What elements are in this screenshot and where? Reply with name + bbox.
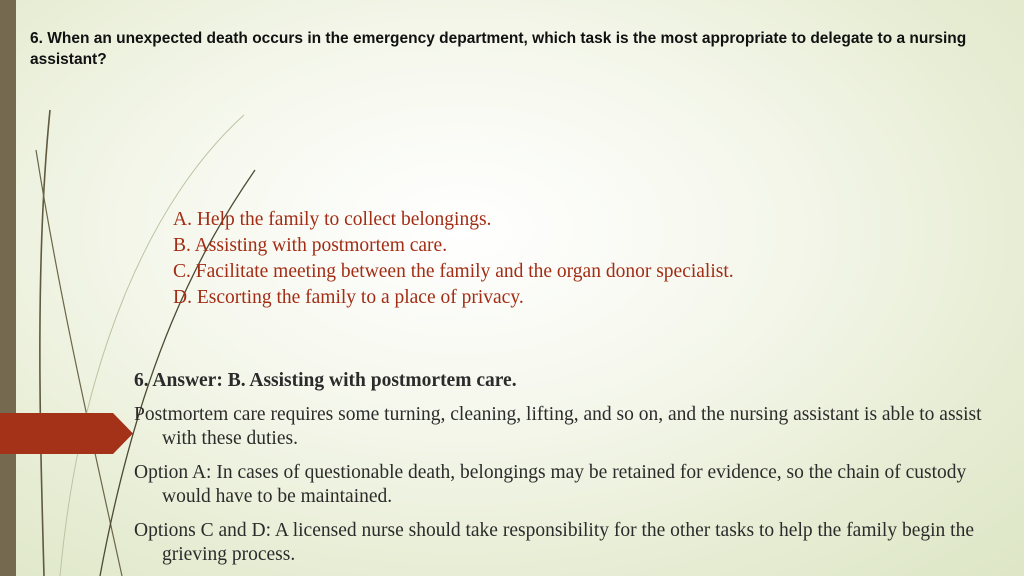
option-b: B. Assisting with postmortem care. [173,235,448,256]
options-c-d-rationale: Options C and D: A licensed nurse should take responsibility for the other tasks to help the family begin the grieving process. [134,520,974,565]
answer-explanation [134,369,1004,576]
explanation-paragraph: Postmortem care requires some turning, cleaning, lifting, and so on, and the nursing assistant is able to assist with these duties. [134,404,982,449]
answer-title: 6. Answer: B. Assisting with postmortem care. [134,370,517,391]
red-arrow-tab [0,413,133,454]
option-a-rationale: Option A: In cases of questionable death, belongings may be retained for evidence, so the chain of custody would have to be maintained. [134,462,967,507]
option-a: A. Help the family to collect belongings. [173,209,492,230]
option-c: C. Facilitate meeting between the family and the organ donor specialist. [173,261,734,282]
option-d: D. Escorting the family to a place of privacy. [173,287,524,308]
answer-options-list [173,207,933,311]
question-text: 6. When an unexpected death occurs in the emergency department, which task is the most appropriate to delegate to a nursing assistant? [30,30,967,68]
